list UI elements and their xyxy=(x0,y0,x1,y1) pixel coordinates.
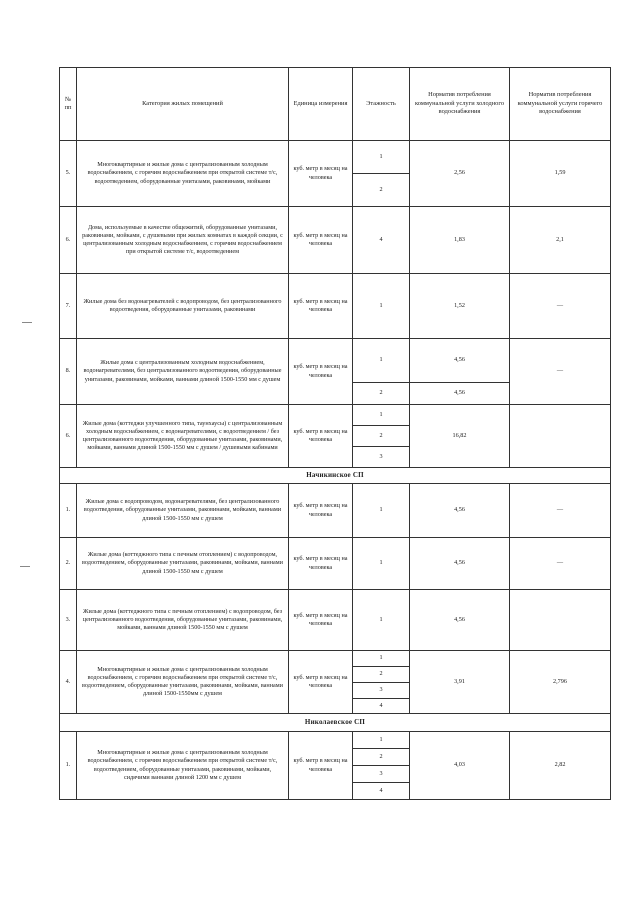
row-floors: 2 xyxy=(353,426,410,447)
row-category: Многоквартирные и жилые дома с централизованным холодным водоснабжением, с горячим водоснабжением при открытой системе т/с, водоотведением, оборудованные унитазами, раковинами, мойками, сидячими ваннами длиной 1200 мм с душем xyxy=(77,732,289,800)
section-row xyxy=(60,468,611,484)
section-row xyxy=(60,714,611,732)
row-hot-norm: — xyxy=(510,274,611,339)
row-cold-norm: 3,91 xyxy=(410,651,510,714)
row-cold-norm: 4,56 xyxy=(410,538,510,590)
row-floors: 4 xyxy=(353,207,410,274)
table-row xyxy=(60,732,611,749)
consumption-norms-table xyxy=(59,67,611,800)
table-row xyxy=(60,274,611,339)
header-floors: Этажность xyxy=(353,68,410,141)
row-cold-norm: 4,56 xyxy=(410,383,510,405)
row-floors: 4 xyxy=(353,699,410,714)
row-unit: куб. метр в месяц на человека xyxy=(289,405,353,468)
header-num: № пп xyxy=(60,68,77,141)
row-category: Жилые дома (коттеджи улучшенного типа, таунхаусы) с централизованным холодным водоснабжением, с водонагревателями, с водоотведением / без централизованного водоотведения, оборудованные унитазами, раковинами, мойками, ваннами длиной 1500-1550 мм с душем / душевыми кабинами xyxy=(77,405,289,468)
row-floors: 2 xyxy=(353,749,410,766)
row-floors: 1 xyxy=(353,538,410,590)
section-title: Начикинское СП xyxy=(60,468,611,484)
table-row xyxy=(60,651,611,667)
row-cold-norm: 4,56 xyxy=(410,590,510,651)
row-cold-norm: 4,03 xyxy=(410,732,510,800)
row-num: 1. xyxy=(60,484,77,538)
row-floors: 1 xyxy=(353,405,410,426)
row-num: 2. xyxy=(60,538,77,590)
row-category: Жилые дома без водонагревателей с водопроводом, без централизованного водоотведения, оборудованные унитазами, раковинами xyxy=(77,274,289,339)
row-floors: 2 xyxy=(353,383,410,405)
section-title: Николаевское СП xyxy=(60,714,611,732)
row-floors: 2 xyxy=(353,174,410,207)
row-unit: куб. метр в месяц на человека xyxy=(289,274,353,339)
row-floors: 1 xyxy=(353,732,410,749)
row-num: 6. xyxy=(60,207,77,274)
row-floors: 4 xyxy=(353,783,410,800)
row-unit: куб. метр в месяц на человека xyxy=(289,732,353,800)
table-row xyxy=(60,405,611,426)
table-header-row xyxy=(60,68,611,141)
row-category: Дома, используемые в качестве общежитий, оборудованные унитазами, раковинами, мойками, с душевыми при жилых комнатах в каждой секции, с централизованным холодным водоснабжением, с горячим водоснабжением при открытой системе т/с, водоотведением xyxy=(77,207,289,274)
row-floors: 3 xyxy=(353,766,410,783)
margin-mark xyxy=(22,322,32,323)
row-floors: 3 xyxy=(353,447,410,468)
row-cold-norm: 4,56 xyxy=(410,484,510,538)
row-hot-norm xyxy=(510,590,611,651)
row-unit: куб. метр в месяц на человека xyxy=(289,538,353,590)
row-unit: куб. метр в месяц на человека xyxy=(289,484,353,538)
header-hot-water: Норматив потребления коммунальной услуги горячего водоснабжения xyxy=(510,68,611,141)
row-cold-norm: 16,82 xyxy=(410,405,510,468)
row-num: 3. xyxy=(60,590,77,651)
table-row xyxy=(60,141,611,174)
table-row xyxy=(60,590,611,651)
row-floors: 2 xyxy=(353,667,410,683)
row-category: Многоквартирные и жилые дома с централизованным холодным водоснабжением, с горячим водоснабжением при открытой системе т/с, водоотведением, оборудованные унитазами, раковинами, мойками xyxy=(77,141,289,207)
row-num: 5. xyxy=(60,141,77,207)
row-num: 7. xyxy=(60,274,77,339)
row-cold-norm: 1,83 xyxy=(410,207,510,274)
row-floors: 3 xyxy=(353,683,410,699)
row-unit: куб. метр в месяц на человека xyxy=(289,651,353,714)
row-hot-norm: 2,1 xyxy=(510,207,611,274)
row-num: 6. xyxy=(60,405,77,468)
row-cold-norm: 1,52 xyxy=(410,274,510,339)
row-num: 4. xyxy=(60,651,77,714)
row-hot-norm xyxy=(510,405,611,468)
row-hot-norm: 2,82 xyxy=(510,732,611,800)
row-unit: куб. метр в месяц на человека xyxy=(289,207,353,274)
row-floors: 1 xyxy=(353,339,410,383)
row-hot-norm: — xyxy=(510,538,611,590)
table-row xyxy=(60,339,611,383)
row-hot-norm: 1,59 xyxy=(510,141,611,207)
header-unit: Единица измерения xyxy=(289,68,353,141)
row-category: Жилые дома с централизованным холодным водоснабжением, водонагревателями, без централизованного водоотведения, оборудованные унитазами, раковинами, мойками, ваннами длиной 1500-1550 мм с душем xyxy=(77,339,289,405)
table-row xyxy=(60,207,611,274)
row-floors: 1 xyxy=(353,590,410,651)
row-num: 8. xyxy=(60,339,77,405)
table-row xyxy=(60,538,611,590)
row-category: Многоквартирные и жилые дома с централизованным холодным водоснабжением, с горячим водоснабжением при открытой системе т/с, водоотведением, оборудованные унитазами, раковинами, мойками, ваннами длиной 1500-1550мм с душем xyxy=(77,651,289,714)
row-unit: куб. метр в месяц на человека xyxy=(289,339,353,405)
row-num: 1. xyxy=(60,732,77,800)
row-hot-norm: 2,796 xyxy=(510,651,611,714)
row-floors: 1 xyxy=(353,651,410,667)
table-row xyxy=(60,484,611,538)
header-cold-water: Норматив потребления коммунальной услуги холодного водоснабжения xyxy=(410,68,510,141)
row-category: Жилые дома (коттеджного типа с печным отоплением) с водопроводом, водоотведением, оборудованные унитазами, раковинами, мойками, ваннами длиной 1500-1550 мм с душем xyxy=(77,538,289,590)
row-unit: куб. метр в месяц на человека xyxy=(289,141,353,207)
header-category: Категория жилых помещений xyxy=(77,68,289,141)
row-category: Жилые дома (коттеджного типа с печным отоплением) с водопроводом, без централизованного водоотведения, оборудованные унитазами, раковинами, мойками, ваннами длиной 1500-1550 мм с душем xyxy=(77,590,289,651)
row-category: Жилые дома с водопроводом, водонагревателями, без централизованного водоотведения, оборудованные унитазами, раковинами, мойками, ваннами длиной 1500-1550 мм с душем xyxy=(77,484,289,538)
row-hot-norm: — xyxy=(510,339,611,405)
row-cold-norm: 2,56 xyxy=(410,141,510,207)
row-floors: 1 xyxy=(353,274,410,339)
row-floors: 1 xyxy=(353,141,410,174)
row-cold-norm: 4,56 xyxy=(410,339,510,383)
row-unit: куб. метр в месяц на человека xyxy=(289,590,353,651)
row-floors: 1 xyxy=(353,484,410,538)
margin-mark xyxy=(20,566,30,567)
row-hot-norm: — xyxy=(510,484,611,538)
